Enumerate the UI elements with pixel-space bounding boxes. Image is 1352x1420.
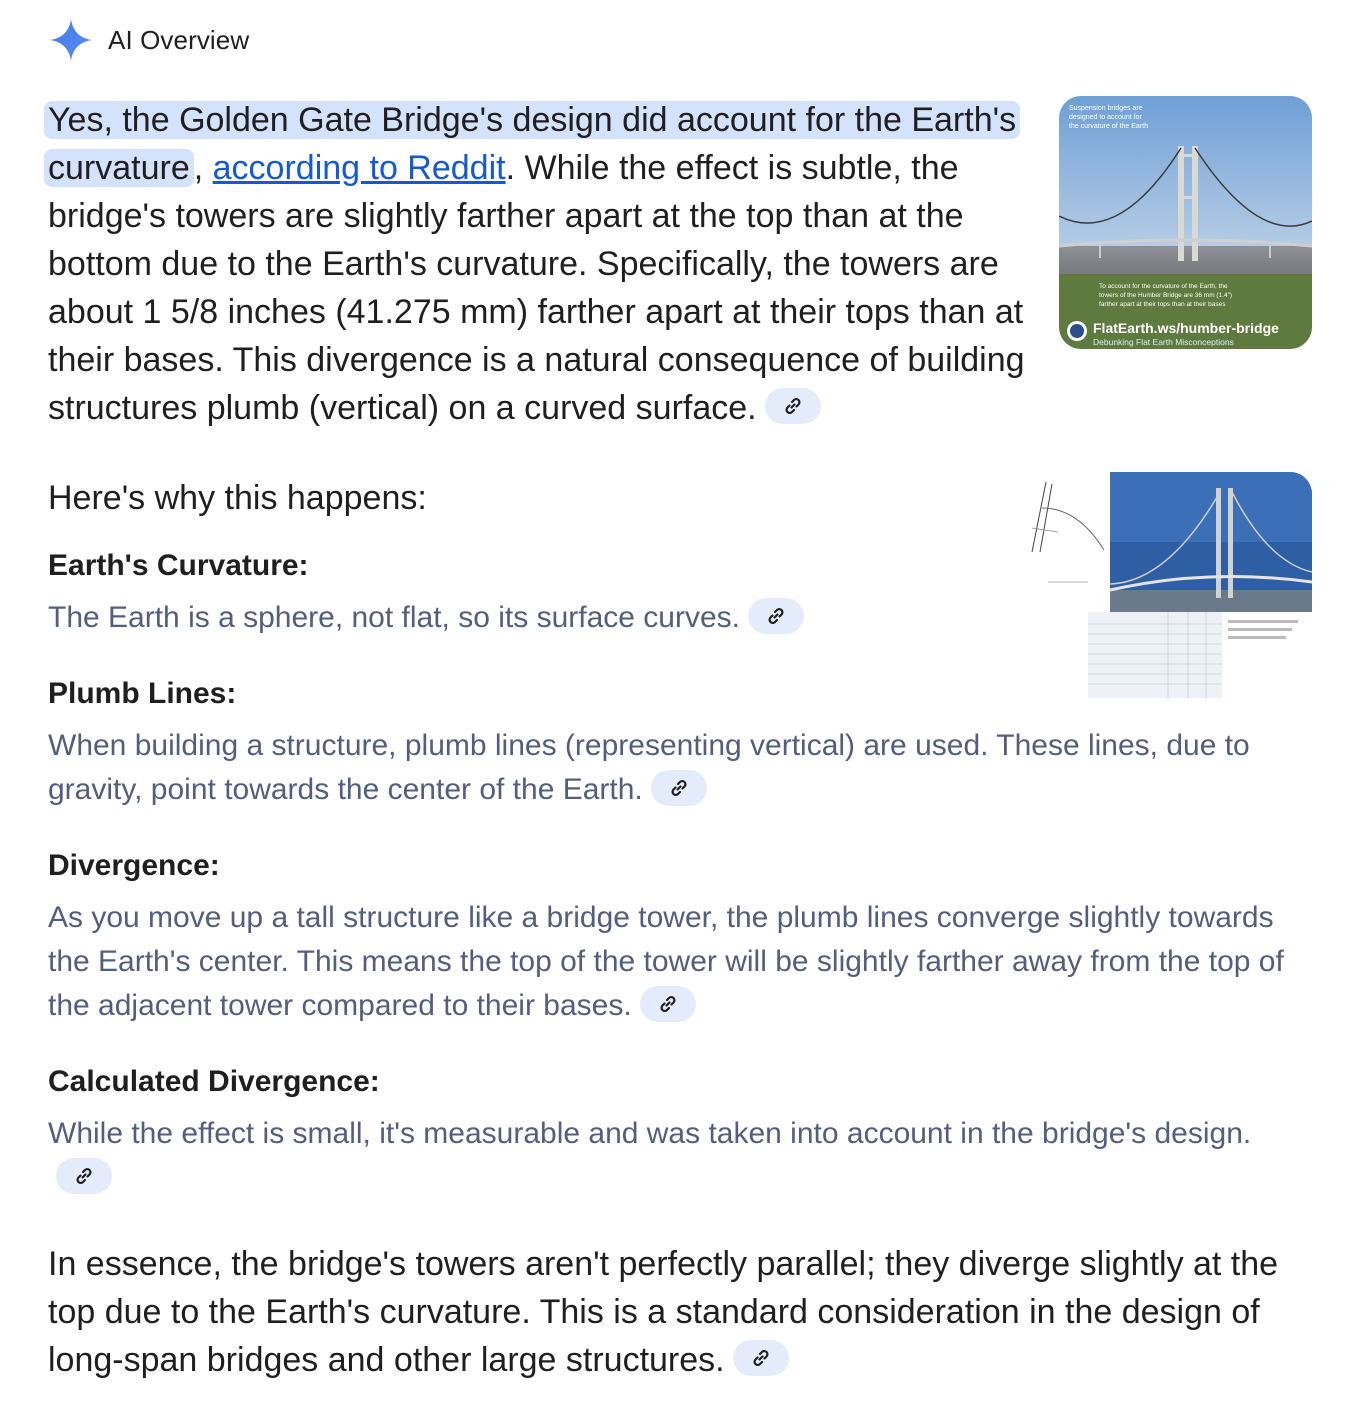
item-body-text: The Earth is a sphere, not flat, so its surface curves. [48, 601, 740, 634]
header-title: AI Overview [108, 24, 250, 55]
item-body-text: As you move up a tall structure like a bridge tower, the plumb lines converge slightly towards the Earth's center. This means the top of the tower will be slightly farther away from the top of the adjacent tower compared to their bases. [48, 901, 1284, 1022]
link-icon [751, 1348, 771, 1368]
item-body-calculated-divergence [48, 1112, 1308, 1200]
source-link-chip[interactable] [748, 598, 804, 634]
link-icon [766, 606, 786, 626]
summary-paragraph [48, 1240, 1312, 1384]
svg-text:designed to account for: designed to account for [1069, 114, 1142, 121]
item-title-earths-curvature: Earth's Curvature: [48, 549, 309, 582]
link-icon [658, 994, 678, 1014]
svg-text:To account for the curvature o: To account for the curvature of the Earth, the [1099, 283, 1228, 290]
item-title-divergence: Divergence: [48, 849, 220, 882]
reddit-source-link[interactable]: according to Reddit [212, 149, 506, 187]
svg-text:farther apart at their tops th: farther apart at their tops than at their bases [1099, 301, 1226, 308]
source-link-chip[interactable] [56, 1158, 112, 1194]
svg-text:FlatEarth.ws/humber-bridge: FlatEarth.ws/humber-bridge [1093, 320, 1279, 336]
item-body-divergence [48, 896, 1308, 1028]
link-icon [783, 396, 803, 416]
sparkle-icon [48, 17, 94, 63]
svg-text:towers of the Humber Bridge ar: towers of the Humber Bridge are 36 mm (1.4") [1099, 292, 1233, 299]
intro-rest: . While the effect is subtle, the bridge's towers are slightly farther apart at the top than at the bottom due to the Earth's curvature. Specifically, the towers are about 1 5/8 inches (41.275 mm) farther apart at their tops than at their bases. This divergence is a natural consequence of building structures plumb (vertical) on a curved surface. [48, 149, 1025, 427]
svg-text:Suspension bridges are: Suspension bridges are [1069, 105, 1143, 112]
intro-comma: , [193, 149, 213, 187]
intro-paragraph [48, 96, 1048, 432]
link-icon [74, 1166, 94, 1186]
item-body-plumb-lines [48, 724, 1308, 812]
bridge-diagram-image[interactable] [1028, 472, 1312, 698]
why-heading: Here's why this happens: [48, 479, 427, 517]
link-icon [669, 778, 689, 798]
source-link-chip[interactable] [651, 770, 707, 806]
source-link-chip[interactable] [733, 1340, 789, 1376]
humber-bridge-image[interactable] [1059, 96, 1312, 349]
svg-text:the curvature of the Earth: the curvature of the Earth [1069, 123, 1148, 130]
svg-text:Debunking Flat Earth Misconcep: Debunking Flat Earth Misconceptions [1093, 337, 1234, 347]
item-body-text: When building a structure, plumb lines (representing vertical) are used. These lines, due to gravity, point towards the center of the Earth. [48, 729, 1250, 806]
summary-text: In essence, the bridge's towers aren't perfectly parallel; they diverge slightly at the top due to the Earth's curvature. This is a standard consideration in the design of long-span bridges and other large structures. [48, 1245, 1279, 1379]
source-link-chip[interactable] [765, 388, 821, 424]
item-body-text: While the effect is small, it's measurable and was taken into account in the bridge's design. [48, 1117, 1252, 1150]
ai-overview-header [48, 18, 249, 62]
item-title-plumb-lines: Plumb Lines: [48, 677, 237, 710]
source-link-chip[interactable] [640, 986, 696, 1022]
item-title-calculated-divergence: Calculated Divergence: [48, 1065, 380, 1098]
highlighted-answer: Yes, the Golden Gate Bridge's design did account for the Earth's curvature [44, 101, 1020, 187]
item-body-earths-curvature [48, 596, 1008, 640]
